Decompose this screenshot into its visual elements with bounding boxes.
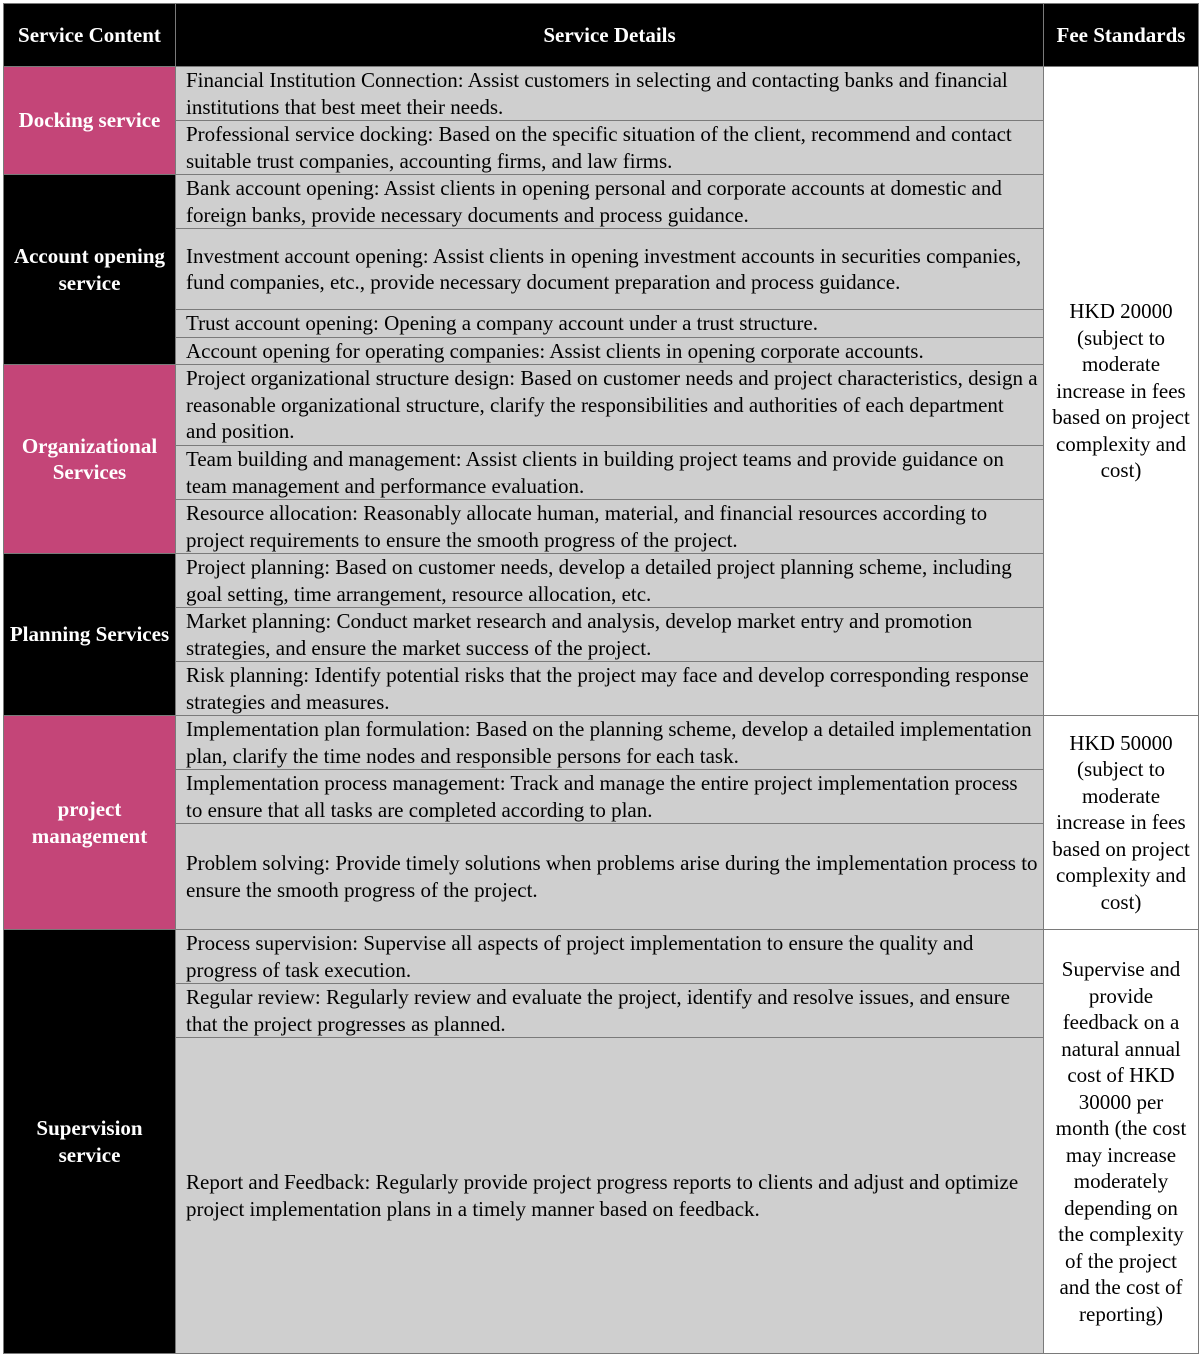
header-service-content: Service Content bbox=[4, 4, 176, 67]
category-project-management: project management bbox=[4, 716, 176, 930]
detail-cell: Account opening for operating companies: Assist clients in opening corporate accounts. bbox=[176, 337, 1044, 365]
service-fee-table bbox=[3, 3, 1199, 1354]
category-supervision-service: Supervision service bbox=[4, 930, 176, 1354]
table-row bbox=[4, 554, 1199, 608]
header-row bbox=[4, 4, 1199, 67]
category-organizational-services: Organizational Services bbox=[4, 365, 176, 554]
table-row bbox=[4, 229, 1199, 310]
detail-cell: Implementation plan formulation: Based on the planning scheme, develop a detailed implementation plan, clarify the time nodes and responsible persons for each task. bbox=[176, 716, 1044, 770]
header-fee-standards: Fee Standards bbox=[1044, 4, 1199, 67]
table-row bbox=[4, 930, 1199, 984]
table-row bbox=[4, 310, 1199, 338]
detail-cell: Risk planning: Identify potential risks that the project may face and develop corresponding response strategies and measures. bbox=[176, 662, 1044, 716]
detail-cell: Resource allocation: Reasonably allocate human, material, and financial resources according to project requirements to ensure the smooth progress of the project. bbox=[176, 500, 1044, 554]
detail-cell: Bank account opening: Assist clients in opening personal and corporate accounts at domestic and foreign banks, provide necessary documents and process guidance. bbox=[176, 175, 1044, 229]
fee-standard-supervision: Supervise and provide feedback on a natural annual cost of HKD 30000 per month (the cost may increase moderately depending on the complexity of the project and the cost of reporting) bbox=[1044, 930, 1199, 1354]
detail-cell: Investment account opening: Assist clients in opening investment accounts in securities companies, fund companies, etc., provide necessary document preparation and process guidance. bbox=[176, 229, 1044, 310]
detail-cell: Trust account opening: Opening a company account under a trust structure. bbox=[176, 310, 1044, 338]
fee-standard-20000: HKD 20000 (subject to moderate increase in fees based on project complexity and cost) bbox=[1044, 67, 1199, 716]
table-row bbox=[4, 121, 1199, 175]
table-row bbox=[4, 446, 1199, 500]
fee-standard-50000: HKD 50000 (subject to moderate increase in fees based on project complexity and cost) bbox=[1044, 716, 1199, 930]
table-row bbox=[4, 67, 1199, 121]
detail-cell: Market planning: Conduct market research and analysis, develop market entry and promotion strategies, and ensure the market success of the project. bbox=[176, 608, 1044, 662]
detail-cell: Financial Institution Connection: Assist customers in selecting and contacting banks and financial institutions that best meet their needs. bbox=[176, 67, 1044, 121]
table-row bbox=[4, 984, 1199, 1038]
table-row bbox=[4, 337, 1199, 365]
header-service-details: Service Details bbox=[176, 4, 1044, 67]
table-row bbox=[4, 824, 1199, 930]
detail-cell: Regular review: Regularly review and evaluate the project, identify and resolve issues, and ensure that the project progresses as planned. bbox=[176, 984, 1044, 1038]
detail-cell: Project organizational structure design: Based on customer needs and project characteristics, design a reasonable organizational structure, clarify the responsibilities and authorities of each department and position. bbox=[176, 365, 1044, 446]
table-row bbox=[4, 1038, 1199, 1354]
detail-cell: Team building and management: Assist clients in building project teams and provide guidance on team management and performance evaluation. bbox=[176, 446, 1044, 500]
table-row bbox=[4, 770, 1199, 824]
detail-cell: Professional service docking: Based on the specific situation of the client, recommend and contact suitable trust companies, accounting firms, and law firms. bbox=[176, 121, 1044, 175]
detail-cell: Problem solving: Provide timely solutions when problems arise during the implementation process to ensure the smooth progress of the project. bbox=[176, 824, 1044, 930]
table-row bbox=[4, 365, 1199, 446]
detail-cell: Project planning: Based on customer needs, develop a detailed project planning scheme, including goal setting, time arrangement, resource allocation, etc. bbox=[176, 554, 1044, 608]
category-account-opening-service: Account opening service bbox=[4, 175, 176, 365]
table-row bbox=[4, 716, 1199, 770]
detail-cell: Implementation process management: Track and manage the entire project implementation process to ensure that all tasks are completed according to plan. bbox=[176, 770, 1044, 824]
table-row bbox=[4, 608, 1199, 662]
table-row bbox=[4, 175, 1199, 229]
table-row bbox=[4, 500, 1199, 554]
table-row bbox=[4, 662, 1199, 716]
category-planning-services: Planning Services bbox=[4, 554, 176, 716]
detail-cell: Report and Feedback: Regularly provide project progress reports to clients and adjust and optimize project implementation plans in a timely manner based on feedback. bbox=[176, 1038, 1044, 1354]
detail-cell: Process supervision: Supervise all aspects of project implementation to ensure the quality and progress of task execution. bbox=[176, 930, 1044, 984]
category-docking-service: Docking service bbox=[4, 67, 176, 175]
